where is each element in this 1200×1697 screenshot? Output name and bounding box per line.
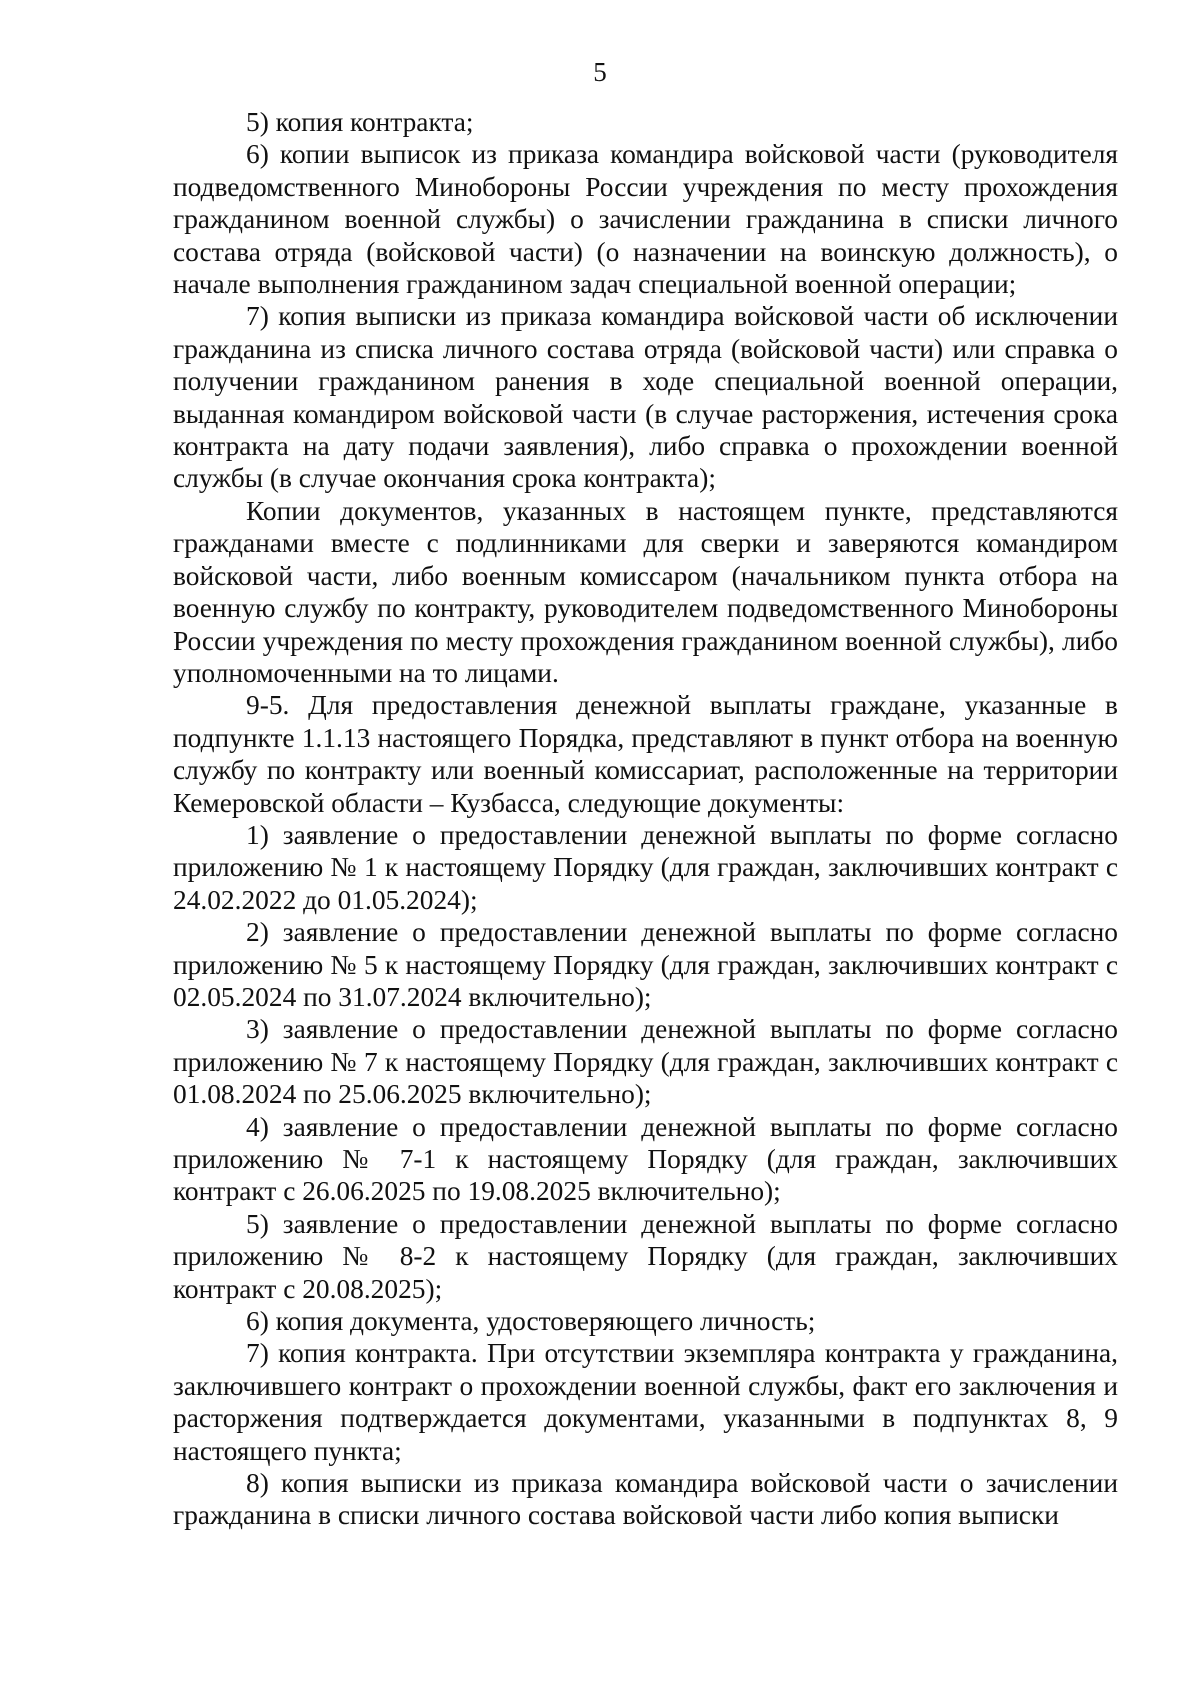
paragraph-item-2-application: 2) заявление о предоставлении денежной выплаты по форме согласно приложению № 5 к настоящему Порядку (для граждан, заключивших контракт с 02.05.2024 по 31.07.2024 включительно); [173,917,1118,1012]
paragraph-item-7-contract-copy: 7) копия контракта. При отсутствии экземпляра контракта у гражданина, заключившего контракт о прохождении военной службы, факт его заключения и расторжения подтверждается документами, указанными в подпунктах 8, 9 настоящего пункта; [173,1338,1118,1466]
paragraph-item-7-exclusion-extract: 7) копия выписки из приказа командира войсковой части об исключении гражданина из списка личного состава отряда (войсковой части) или справка о получении гражданином ранения в ходе специальной военной операции, выданная командиром войсковой части (в случае расторжения, истечения срока контракта на дату подачи заявления), либо справка о прохождении военной службы (в случае окончания срока контракта); [173,301,1118,494]
document-body [173,106,1118,1532]
paragraph-item-4-application: 4) заявление о предоставлении денежной выплаты по форме согласно приложению № 7-1 к настоящему Порядку (для граждан, заключивших контракт с 26.06.2025 по 19.08.2025 включительно); [173,1111,1118,1207]
paragraph-item-8-enrollment-extract: 8) копия выписки из приказа командира войсковой части о зачислении гражданина в списки личного состава войсковой части либо копия выписки [173,1468,1118,1531]
paragraph-item-3-application: 3) заявление о предоставлении денежной выплаты по форме согласно приложению № 7 к настоящему Порядку (для граждан, заключивших контракт с 01.08.2024 по 25.06.2025 включительно); [173,1014,1118,1110]
paragraph-section-9-5: 9-5. Для предоставления денежной выплаты граждане, указанные в подпункте 1.1.13 настоящего Порядка, представляют в пункт отбора на военную службу по контракту или военный комиссариат, расположенные на территории Кемеровской области – Кузбасса, следующие документы: [173,690,1118,818]
paragraph-item-5-contract-copy: 5) копия контракта; [246,107,474,137]
paragraph-item-5-application: 5) заявление о предоставлении денежной выплаты по форме согласно приложению № 8-2 к настоящему Порядку (для граждан, заключивших контракт с 20.08.2025); [173,1208,1118,1304]
paragraph-item-6-order-extracts: 6) копии выписок из приказа командира войсковой части (руководителя подведомственного Минобороны России учреждения по месту прохождения гражданином военной службы) о зачислении гражданина в списки личного состава отряда (войсковой части) (о назначении на воинскую должность), о начале выполнения гражданином задач специальной военной операции; [173,139,1118,300]
paragraph-document-copies-note: Копии документов, указанных в настоящем пункте, представляются гражданами вместе с подлинниками для сверки и заверяются командиром войсковой части, либо военным комиссаром (начальником пункта отбора на военную службу по контракту, руководителем подведомственного Минобороны России учреждения по месту прохождения гражданином военной службы), либо уполномоченными на то лицами. [173,495,1118,688]
paragraph-item-1-application: 1) заявление о предоставлении денежной выплаты по форме согласно приложению № 1 к настоящему Порядку (для граждан, заключивших контракт с 24.02.2022 до 01.05.2024); [173,819,1118,915]
page-number: 5 [593,57,607,87]
paragraph-item-6-identity-document: 6) копия документа, удостоверяющего личность; [246,1306,816,1337]
